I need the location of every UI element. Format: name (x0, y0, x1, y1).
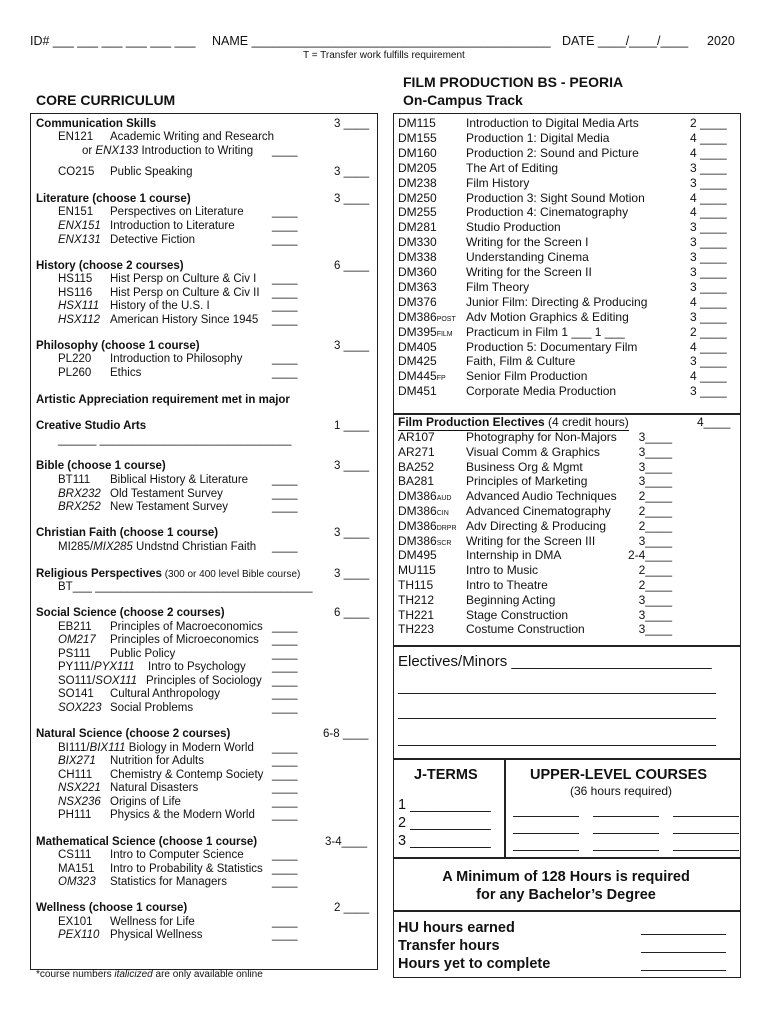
course-title: Corporate Media Production (466, 384, 617, 399)
course-code-main: MU115 (398, 563, 436, 578)
faith-hours[interactable]: 3 ____ (334, 527, 370, 539)
course-blank[interactable]: ____ (272, 688, 298, 700)
course-code-suffix: CIN (436, 510, 449, 517)
minors-line[interactable] (398, 693, 716, 694)
course-blank[interactable]: ____ (272, 145, 298, 157)
course-code: HS116 (58, 287, 93, 299)
course-code: ENX131 (58, 234, 101, 246)
upper-course-line[interactable] (593, 833, 659, 834)
relig-line[interactable]: BT___ __________________________________ (58, 581, 313, 593)
bible-hours[interactable]: 3 ____ (334, 460, 370, 472)
course-code: OM217 (58, 634, 96, 646)
social-heading: Social Science (choose 2 courses) (36, 607, 225, 619)
course-hours[interactable]: 3 ____ (690, 235, 727, 250)
course-title: Photography for Non-Majors (466, 430, 617, 444)
course-code: EN151 (58, 206, 94, 218)
course-code: CO215 (58, 166, 95, 178)
comm-hours[interactable]: 3 ____ (334, 118, 370, 130)
core-title: CORE CURRICULUM (36, 92, 176, 108)
upper-title: UPPER-LEVEL COURSES (530, 767, 707, 783)
course-hours[interactable]: 4 ____ (690, 369, 727, 384)
lit-hours[interactable]: 3 ____ (334, 193, 370, 205)
course-blank[interactable]: ____ (272, 621, 298, 633)
course-hours[interactable]: 3____ (638, 533, 672, 548)
course-blank[interactable]: ____ (272, 755, 298, 767)
course-code-main: DM405 (398, 339, 437, 354)
transfer-note: T = Transfer work fulfills requirement (303, 50, 465, 61)
course-code: HSX111 (58, 300, 100, 312)
course-blank[interactable]: ____ (272, 234, 298, 246)
course-title: Cultural Anthropology (110, 688, 220, 700)
course-code-main: DM330 (398, 235, 437, 250)
minors-line[interactable] (398, 745, 716, 746)
minors-label[interactable]: Electives/Minors ________________________ (398, 653, 712, 670)
course-title: Statistics for Managers (110, 876, 227, 888)
math-heading: Mathematical Science (choose 1 course) (36, 836, 258, 848)
relig-hours[interactable]: 3 ____ (334, 568, 370, 580)
hist-hours[interactable]: 6 ____ (334, 260, 370, 272)
course-hours[interactable]: 3 ____ (690, 309, 727, 324)
course-code-suffix: POST (436, 315, 456, 323)
course-title: Junior Film: Directing & Producing (466, 294, 648, 309)
course-blank[interactable]: ____ (272, 661, 298, 673)
course-blank[interactable]: ____ (272, 809, 298, 821)
course-code: EX101 (58, 916, 93, 928)
course-title: Origins of Life (110, 796, 181, 808)
course-title: American History Since 1945 (110, 314, 259, 326)
upper-course-line[interactable] (513, 833, 579, 834)
course-code-main: DM205 (398, 160, 437, 175)
course-code-suffix: AUD (436, 495, 452, 503)
course-code: SO111/SOX111 (58, 675, 138, 687)
course-title: Production 3: Sight Sound Motion (466, 190, 645, 205)
course-code: PS111 (58, 648, 91, 660)
course-code-main: TH221 (398, 607, 435, 622)
course-code-main: DM255 (398, 205, 437, 220)
course-code-main: DM445 (398, 369, 437, 384)
electives-heading: Film Production Electives (4 credit hours) (398, 415, 629, 429)
course-title: Introduction to Literature (110, 220, 235, 232)
course-hours[interactable]: 2____ (638, 578, 672, 592)
creative-heading: Creative Studio Arts (36, 420, 147, 432)
course-code-main: DM338 (398, 250, 437, 265)
course-blank[interactable]: ____ (272, 876, 298, 888)
course-code-main: DM451 (398, 384, 437, 399)
course-code-main: DM160 (398, 145, 437, 160)
course-title: Hist Persp on Culture & Civ II (110, 287, 260, 299)
course-blank[interactable]: ____ (272, 796, 298, 808)
course-blank[interactable]: ____ (272, 742, 298, 754)
upper-course-line[interactable] (593, 816, 659, 817)
course-hours[interactable]: 3 ____ (690, 384, 727, 399)
course-blank[interactable]: ____ (272, 353, 298, 365)
course-code: PY111/PYX111 (58, 661, 135, 673)
wellness-heading: Wellness (choose 1 course) (36, 902, 188, 914)
course-title: Senior Film Production (466, 369, 588, 384)
course-hours[interactable]: 2 ____ (690, 324, 727, 339)
phil-heading: Philosophy (choose 1 course) (36, 340, 200, 352)
jterms-title: J-TERMS (414, 767, 478, 783)
course-blank[interactable]: ____ (272, 206, 298, 218)
course-code: BIX271 (58, 755, 96, 767)
course-code-main: DM386 (398, 309, 437, 324)
course-blank[interactable]: ____ (272, 273, 298, 285)
course-title: Understanding Cinema (466, 250, 589, 265)
course-code: BRX252 (58, 501, 101, 513)
course-code-main: BA252 (398, 459, 435, 474)
upper-course-line[interactable] (513, 850, 579, 851)
course-blank[interactable]: ____ (272, 541, 298, 553)
jterm-row[interactable]: 2 __________ (398, 815, 491, 831)
course-blank[interactable]: ____ (272, 849, 298, 861)
course-code-main: TH223 (398, 622, 435, 637)
course-title: Academic Writing and Research (110, 131, 275, 143)
course-title: Production 1: Digital Media (466, 130, 610, 145)
course-title: Writing for the Screen III (466, 533, 596, 548)
course-row: MI285/MIX285 Undstnd Christian Faith (58, 541, 257, 553)
course-code-main: DM155 (398, 130, 437, 145)
course-code-main: DM360 (398, 265, 437, 279)
hist-heading: History (choose 2 courses) (36, 260, 184, 272)
creative-line[interactable]: ______ ______________________________ (58, 434, 292, 446)
course-hours[interactable]: 2____ (638, 504, 672, 518)
course-title: Old Testament Survey (110, 488, 223, 500)
course-code-suffix: DRPR (436, 524, 457, 532)
course-code: SO141 (58, 688, 94, 700)
course-code: ENX151 (58, 220, 101, 232)
course-title: Advanced Cinematography (466, 504, 611, 518)
course-hours[interactable]: 3____ (638, 474, 672, 489)
faith-heading: Christian Faith (choose 1 course) (36, 527, 219, 539)
remaining-hours-field[interactable] (641, 970, 726, 971)
relig-heading: Religious Perspectives (300 or 400 level Bible course) (36, 568, 301, 580)
course-hours[interactable]: 3 ____ (690, 250, 727, 265)
course-blank[interactable]: ____ (272, 220, 298, 232)
course-code-main: DM395 (398, 324, 437, 339)
course-code: HS115 (58, 273, 93, 285)
course-blank[interactable]: ____ (272, 367, 298, 379)
course-title: Introduction to Digital Media Arts (466, 116, 639, 130)
course-code: CS111 (58, 849, 92, 861)
artistic-note: Artistic Appreciation requirement met in major (36, 394, 290, 406)
course-title: Natural Disasters (110, 782, 199, 794)
course-blank[interactable]: ____ (272, 474, 298, 486)
course-title: Production 2: Sound and Picture (466, 145, 639, 160)
course-title: Studio Production (466, 220, 561, 235)
year: 2020 (707, 34, 735, 48)
course-hours[interactable]: 3____ (638, 592, 672, 607)
minors-line[interactable] (398, 718, 716, 719)
hu-hours-field[interactable] (641, 934, 726, 935)
wellness-hours[interactable]: 2 ____ (334, 902, 370, 914)
course-hours[interactable]: 2 ____ (690, 116, 727, 130)
course-blank[interactable]: ____ (272, 300, 298, 312)
course-code: EN121 (58, 131, 94, 143)
course-title: New Testament Survey (110, 501, 229, 513)
creative-hours[interactable]: 1 ____ (334, 420, 370, 432)
course-title: Ethics (110, 367, 142, 379)
course-code-main: BA281 (398, 474, 435, 489)
date-field[interactable]: DATE ____/____/____ (562, 34, 689, 48)
upper-course-line[interactable] (673, 816, 739, 817)
id-field[interactable]: ID# ___ ___ ___ ___ ___ ___ (30, 34, 196, 48)
course-code-suffix: FILM (436, 330, 453, 338)
course-hours[interactable]: 4 ____ (690, 145, 727, 160)
course-title: Intro to Probability & Statistics (110, 863, 263, 875)
course-title: Production 5: Documentary Film (466, 339, 638, 354)
course-code: PL220 (58, 353, 92, 365)
course-code: SOX223 (58, 702, 102, 714)
name-field[interactable]: NAME ___________________________________________ (212, 34, 551, 48)
course-hours[interactable]: 3____ (638, 444, 672, 459)
course-hours[interactable]: 4 ____ (690, 190, 727, 205)
course-code-main: DM425 (398, 354, 437, 369)
jterm-row[interactable]: 3 __________ (398, 833, 491, 849)
course-title: Intro to Music (466, 563, 539, 578)
course-title: Physics & the Modern World (110, 809, 255, 821)
course-hours[interactable]: 3 ____ (334, 166, 370, 178)
program-title: FILM PRODUCTION BS - PEORIA (403, 74, 624, 90)
course-hours[interactable]: 3 ____ (690, 279, 727, 294)
course-blank[interactable]: ____ (272, 782, 298, 794)
course-title: Social Problems (110, 702, 194, 714)
course-title: Intro to Theatre (466, 578, 548, 592)
course-blank[interactable]: ____ (272, 929, 298, 941)
course-code-main: TH212 (398, 592, 435, 607)
course-title: Intro to Computer Science (110, 849, 244, 861)
transfer-hours-field[interactable] (641, 952, 726, 953)
course-title: Production 4: Cinematography (466, 205, 629, 220)
course-title: Stage Construction (466, 607, 569, 622)
course-hours[interactable]: 4 ____ (690, 339, 727, 354)
course-title: Nutrition for Adults (110, 755, 204, 767)
minimum-line2: for any Bachelor’s Degree (476, 887, 656, 903)
course-title: Faith, Film & Culture (466, 354, 576, 369)
course-code-suffix: SCR (436, 539, 452, 547)
course-code-suffix: FP (436, 375, 446, 383)
course-title: Writing for the Screen II (466, 265, 592, 279)
course-blank[interactable]: ____ (272, 287, 298, 299)
course-title: Adv Directing & Producing (466, 518, 607, 533)
course-title: Principles of Marketing (466, 474, 588, 489)
course-code-main: TH115 (398, 578, 434, 592)
course-code (398, 385, 437, 401)
bible-heading: Bible (choose 1 course) (36, 460, 166, 472)
course-alt: or ENX133 Introduction to Writing (82, 145, 254, 157)
course-code: CH111 (58, 769, 93, 781)
course-code-main: AR271 (398, 444, 435, 459)
hu-hours-label: HU hours earned (398, 920, 515, 936)
course-title: Writing for the Screen I (466, 235, 589, 250)
course-blank[interactable]: ____ (272, 314, 298, 326)
course-blank[interactable]: ____ (272, 863, 298, 875)
course-code-main: DM386 (398, 533, 437, 548)
course-hours[interactable]: 3____ (638, 430, 672, 444)
upper-course-line[interactable] (513, 816, 579, 817)
course-code: NSX236 (58, 796, 101, 808)
course-title: Principles of Macroeconomics (110, 621, 263, 633)
course-title: Chemistry & Contemp Society (110, 769, 264, 781)
course-title: Film Theory (466, 279, 530, 294)
course-code-main: DM376 (398, 294, 437, 309)
minimum-line1: A Minimum of 128 Hours is required (442, 869, 690, 885)
course-blank[interactable]: ____ (272, 916, 298, 928)
course-hours[interactable]: 3____ (638, 622, 672, 637)
course-blank[interactable]: ____ (272, 634, 298, 646)
upper-course-line[interactable] (673, 833, 739, 834)
course-blank[interactable]: ____ (272, 501, 298, 513)
course-title: Principles of Microeconomics (110, 634, 259, 646)
course-blank[interactable]: ____ (272, 488, 298, 500)
course-code: PEX110 (58, 929, 100, 941)
course-code: MA151 (58, 863, 95, 875)
course-title: Physical Wellness (110, 929, 203, 941)
course-code: OM323 (58, 876, 96, 888)
course-code-main: DM115 (398, 116, 436, 130)
course-title: Principles of Sociology (146, 675, 262, 687)
course-hours[interactable]: 2____ (638, 518, 672, 533)
course-blank[interactable]: ____ (272, 702, 298, 714)
course-code: HSX112 (58, 314, 100, 326)
course-code: PH111 (58, 809, 92, 821)
course-title: Intro to Psychology (148, 661, 246, 673)
course-title: Film History (466, 175, 530, 190)
course-title: Business Org & Mgmt (466, 459, 583, 474)
lit-heading: Literature (choose 1 course) (36, 193, 191, 205)
course-code-main: DM495 (398, 548, 437, 563)
course-title: Biblical History & Literature (110, 474, 249, 486)
course-row: BI111/BIX111 Biology in Modern World (58, 742, 254, 754)
course-hours[interactable]: 2-4____ (627, 548, 672, 563)
natural-heading: Natural Science (choose 2 courses) (36, 728, 231, 740)
course-hours[interactable]: 3____ (638, 607, 672, 622)
course-code-main: DM386 (398, 518, 437, 533)
electives-hours[interactable]: 4____ (697, 415, 731, 429)
course-title: History of the U.S. I (110, 300, 210, 312)
course-code-main: DM386 (398, 504, 437, 518)
course-code (398, 623, 434, 639)
course-hours[interactable]: 2____ (638, 489, 672, 504)
course-code-main: DM363 (398, 279, 437, 294)
course-title: Advanced Audio Techniques (466, 489, 617, 504)
course-hours[interactable]: 4 ____ (690, 294, 727, 309)
course-title: Hist Persp on Culture & Civ I (110, 273, 257, 285)
course-title: Adv Motion Graphics & Editing (466, 309, 629, 324)
remaining-hours-label: Hours yet to complete (398, 956, 551, 972)
online-footnote: *course numbers italicized are only available online (36, 969, 263, 980)
course-blank[interactable]: ____ (272, 648, 298, 660)
course-blank[interactable]: ____ (272, 769, 298, 781)
course-title: Detective Fiction (110, 234, 196, 246)
natural-hours[interactable]: 6-8 ____ (323, 728, 369, 740)
course-code-main: DM238 (398, 175, 437, 190)
upper-course-line[interactable] (593, 850, 659, 851)
course-hours[interactable]: 4 ____ (690, 130, 727, 145)
course-title: Practicum in Film 1 ___ 1 ___ (466, 324, 625, 339)
course-title: Perspectives on Literature (110, 206, 244, 218)
course-code-main: DM281 (398, 220, 437, 235)
course-code-main: AR107 (398, 430, 435, 444)
course-code-main: DM250 (398, 190, 437, 205)
upper-course-line[interactable] (673, 850, 739, 851)
comm-heading: Communication Skills (36, 118, 157, 130)
course-title: The Art of Editing (466, 160, 559, 175)
course-code-main: DM386 (398, 489, 437, 504)
jterm-row[interactable]: 1 __________ (398, 797, 491, 813)
course-code: PL260 (58, 367, 92, 379)
course-code: BRX232 (58, 488, 101, 500)
course-title: Visual Comm & Graphics (466, 444, 600, 459)
program-track: On-Campus Track (403, 92, 523, 108)
course-title: Costume Construction (466, 622, 585, 637)
course-title: Public Speaking (110, 166, 193, 178)
course-title: Public Policy (110, 648, 176, 660)
transfer-hours-label: Transfer hours (398, 938, 500, 954)
course-title: Internship in DMA (466, 548, 562, 563)
phil-hours[interactable]: 3 ____ (334, 340, 370, 352)
course-hours[interactable]: 3 ____ (690, 175, 727, 190)
course-title: Beginning Acting (466, 592, 556, 607)
course-code: NSX221 (58, 782, 101, 794)
course-code: EB211 (58, 621, 92, 633)
social-hours[interactable]: 6 ____ (334, 607, 370, 619)
course-hours[interactable]: 3 ____ (690, 265, 727, 279)
course-hours[interactable]: 2____ (638, 563, 672, 578)
course-hours[interactable]: 3 ____ (690, 354, 727, 369)
course-blank[interactable]: ____ (272, 675, 298, 687)
course-title: Wellness for Life (110, 916, 195, 928)
course-hours[interactable]: 3 ____ (690, 160, 727, 175)
upper-note: (36 hours required) (570, 784, 673, 798)
course-hours[interactable]: 3 ____ (690, 220, 727, 235)
course-code: BT111 (58, 474, 91, 486)
course-hours[interactable]: 4 ____ (690, 205, 727, 220)
math-hours[interactable]: 3-4____ (325, 836, 368, 848)
course-hours[interactable]: 3____ (638, 459, 672, 474)
course-title: Introduction to Philosophy (110, 353, 243, 365)
